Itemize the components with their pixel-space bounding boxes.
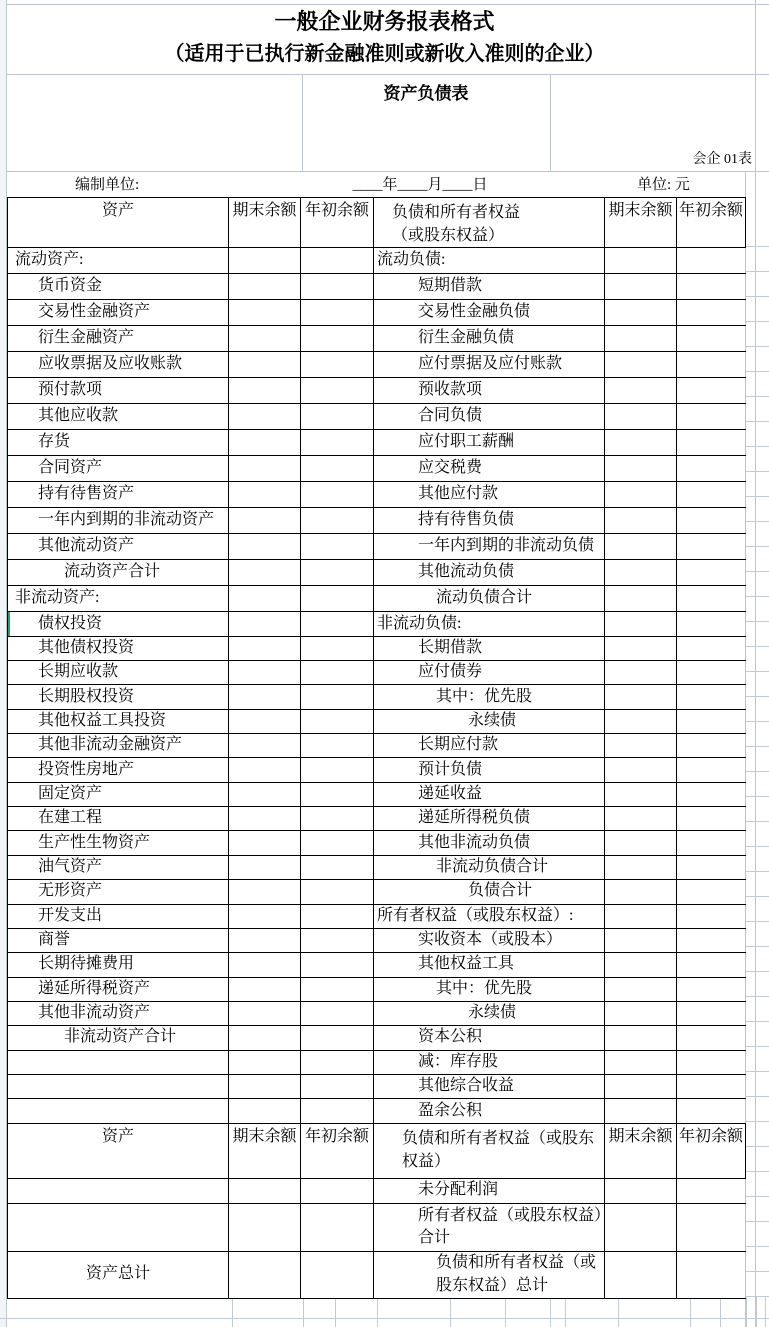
- liability-beginning-cell[interactable]: [677, 782, 746, 806]
- asset-label-cell[interactable]: 存货: [8, 430, 229, 456]
- gridline-vertical-bottom: [303, 1297, 304, 1327]
- gridline-vertical-bottom: [232, 1297, 233, 1327]
- asset-beginning-cell[interactable]: [301, 685, 374, 709]
- liability-ending-cell[interactable]: [605, 1074, 677, 1098]
- liability-ending-cell[interactable]: [605, 482, 677, 508]
- liability-label-cell[interactable]: 未分配利润: [374, 1178, 605, 1203]
- liability-header-line1: 负债和所有者权益: [392, 204, 521, 221]
- liability-label-cell[interactable]: 负债合计: [374, 880, 605, 904]
- asset-label-cell[interactable]: 在建工程: [8, 807, 229, 831]
- gridline-vertical-bottom: [746, 1297, 747, 1327]
- liability-ending-cell[interactable]: [605, 709, 677, 733]
- asset-label-cell[interactable]: 应收票据及应收账款: [8, 352, 229, 378]
- asset-label-cell[interactable]: [8, 1050, 229, 1074]
- liability-label-cell[interactable]: 短期借款: [374, 274, 605, 300]
- liability-label-cell[interactable]: 持有待售负债: [374, 508, 605, 534]
- sheet-title-block[interactable]: [6, 7, 763, 69]
- liability-ending-cell[interactable]: [605, 831, 677, 855]
- liability-ending-cell[interactable]: [605, 928, 677, 952]
- gridline-horizontal-under-title: [6, 74, 769, 75]
- liability-ending-cell[interactable]: [605, 274, 677, 300]
- liability-label-cell[interactable]: 实收资本（或股本）: [374, 928, 605, 952]
- asset-ending-cell[interactable]: [229, 831, 301, 855]
- liability-ending-cell[interactable]: [605, 378, 677, 404]
- liability-label-cell[interactable]: 一年内到期的非流动负债: [374, 534, 605, 560]
- asset-beginning-cell[interactable]: [301, 430, 374, 456]
- liability-ending-cell[interactable]: [605, 326, 677, 352]
- liability-ending-cell[interactable]: [605, 560, 677, 586]
- liability-beginning-cell[interactable]: [677, 831, 746, 855]
- right-gutter-row-gridlines: [746, 222, 769, 1297]
- liability-ending-cell[interactable]: [605, 404, 677, 430]
- asset-ending-cell[interactable]: [229, 1001, 301, 1025]
- liability-beginning-cell[interactable]: [677, 586, 746, 612]
- asset-ending-cell[interactable]: [229, 1203, 301, 1251]
- asset-ending-cell[interactable]: [229, 953, 301, 977]
- gridline-vertical-bottom: [720, 1297, 721, 1327]
- asset-ending-cell[interactable]: [229, 508, 301, 534]
- asset-beginning-cell[interactable]: [301, 534, 374, 560]
- liability-label-cell[interactable]: 交易性金融负债: [374, 300, 605, 326]
- asset-beginning-cell[interactable]: [301, 1099, 374, 1123]
- asset-ending-cell[interactable]: [229, 430, 301, 456]
- liability-beginning-cell[interactable]: [677, 977, 746, 1001]
- liability-label-cell[interactable]: 永续债: [374, 709, 605, 733]
- liability-label-cell[interactable]: 预收款项: [374, 378, 605, 404]
- liability-beginning-cell[interactable]: [677, 612, 746, 636]
- gridline-vertical-bottom: [377, 1297, 378, 1327]
- liability-label-cell[interactable]: 递延收益: [374, 782, 605, 806]
- col-header-liability[interactable]: [374, 198, 605, 248]
- asset-beginning-cell[interactable]: [301, 758, 374, 782]
- asset-label-cell[interactable]: 一年内到期的非流动资产: [8, 508, 229, 534]
- liability-ending-cell[interactable]: [605, 508, 677, 534]
- col-header-beginning-right[interactable]: 年初余额: [677, 1123, 746, 1178]
- liability-beginning-cell[interactable]: [677, 508, 746, 534]
- liability-beginning-cell[interactable]: [677, 300, 746, 326]
- liability-ending-cell[interactable]: [605, 904, 677, 928]
- liability-ending-cell[interactable]: [605, 855, 677, 879]
- asset-label-cell[interactable]: 货币资金: [8, 274, 229, 300]
- liability-label-cell[interactable]: 流动负债:: [374, 248, 605, 274]
- form-code[interactable]: 会企 01表: [692, 152, 752, 167]
- liability-label-cell[interactable]: 其他综合收益: [374, 1074, 605, 1098]
- liability-beginning-cell[interactable]: [677, 274, 746, 300]
- asset-beginning-cell[interactable]: [301, 560, 374, 586]
- asset-label-cell[interactable]: 债权投资: [8, 612, 229, 636]
- liability-ending-cell[interactable]: [605, 977, 677, 1001]
- asset-ending-cell[interactable]: [229, 300, 301, 326]
- liability-ending-cell[interactable]: [605, 430, 677, 456]
- liability-label-cell[interactable]: 其他流动负债: [374, 560, 605, 586]
- asset-beginning-cell[interactable]: [301, 1203, 374, 1251]
- liability-label-cell[interactable]: 流动负债合计: [374, 586, 605, 612]
- liability-label-cell[interactable]: 非流动负债合计: [374, 855, 605, 879]
- liability-beginning-cell[interactable]: [677, 560, 746, 586]
- liability-label-cell[interactable]: 长期应付款: [374, 734, 605, 758]
- liability-ending-cell[interactable]: [605, 456, 677, 482]
- asset-beginning-cell[interactable]: [301, 352, 374, 378]
- prepared-by-label[interactable]: 编制单位:: [75, 177, 140, 193]
- liability-ending-cell[interactable]: [605, 734, 677, 758]
- asset-beginning-cell[interactable]: [301, 709, 374, 733]
- liability-ending-cell[interactable]: [605, 782, 677, 806]
- liability-ending-cell[interactable]: [605, 758, 677, 782]
- asset-label-cell[interactable]: 交易性金融资产: [8, 300, 229, 326]
- asset-label-cell[interactable]: 预付款项: [8, 378, 229, 404]
- asset-label-cell[interactable]: 合同资产: [8, 456, 229, 482]
- gridline-vertical-bottom: [618, 1297, 619, 1327]
- active-cell-marker: [8, 612, 11, 636]
- asset-beginning-cell[interactable]: [301, 734, 374, 758]
- asset-beginning-cell[interactable]: [301, 482, 374, 508]
- liability-label-cell[interactable]: 应交税费: [374, 456, 605, 482]
- asset-ending-cell[interactable]: [229, 1251, 301, 1298]
- asset-beginning-cell[interactable]: [301, 953, 374, 977]
- liability-label-cell[interactable]: 应付债券: [374, 661, 605, 685]
- page-title: 一般企业财务报表格式: [274, 9, 495, 34]
- gridline-vertical-bottom: [550, 1297, 551, 1327]
- asset-label-cell[interactable]: [8, 1178, 229, 1203]
- asset-ending-cell[interactable]: [229, 928, 301, 952]
- asset-beginning-cell[interactable]: [301, 300, 374, 326]
- liability-ending-cell[interactable]: [605, 807, 677, 831]
- asset-ending-cell[interactable]: [229, 782, 301, 806]
- gridline-vertical-bottom: [335, 1297, 336, 1327]
- asset-label-cell[interactable]: [8, 1203, 229, 1251]
- asset-ending-cell[interactable]: [229, 326, 301, 352]
- liability-label-cell[interactable]: 预计负债: [374, 758, 605, 782]
- liability-beginning-cell[interactable]: [677, 430, 746, 456]
- asset-ending-cell[interactable]: [229, 855, 301, 879]
- page-subtitle: （适用于已执行新金融准则或新收入准则的企业）: [164, 43, 605, 65]
- liability-ending-cell[interactable]: [605, 636, 677, 660]
- liability-beginning-cell[interactable]: [677, 1074, 746, 1098]
- liability-ending-cell[interactable]: [605, 661, 677, 685]
- gridline-horizontal-bottom: [0, 1318, 769, 1319]
- liability-beginning-cell[interactable]: [677, 1178, 746, 1203]
- liability-ending-cell[interactable]: [605, 1001, 677, 1025]
- asset-ending-cell[interactable]: [229, 482, 301, 508]
- asset-label-cell[interactable]: 资产总计: [8, 1251, 229, 1298]
- liability-header-line2: （或股东权益）: [392, 227, 505, 245]
- liability-beginning-cell[interactable]: [677, 855, 746, 879]
- asset-ending-cell[interactable]: [229, 404, 301, 430]
- liability-ending-cell[interactable]: [605, 1099, 677, 1123]
- asset-label-cell[interactable]: 开发支出: [8, 904, 229, 928]
- col-header-ending-left[interactable]: 期末余额: [229, 1123, 301, 1178]
- liability-label-cell[interactable]: 衍生金融负债: [374, 326, 605, 352]
- asset-label-cell[interactable]: 其他应收款: [8, 404, 229, 430]
- asset-label-cell[interactable]: 长期应收款: [8, 661, 229, 685]
- gridline-horizontal-top: [6, 4, 769, 5]
- asset-ending-cell[interactable]: [229, 1026, 301, 1050]
- asset-label-cell[interactable]: 生产性生物资产: [8, 831, 229, 855]
- gridline-vertical-bottom: [690, 1297, 691, 1327]
- asset-label-cell[interactable]: 其他非流动资产: [8, 1001, 229, 1025]
- asset-ending-cell[interactable]: [229, 352, 301, 378]
- asset-ending-cell[interactable]: [229, 1050, 301, 1074]
- asset-label-cell[interactable]: 流动资产:: [8, 248, 229, 274]
- liability-label-cell[interactable]: 其他应付款: [374, 482, 605, 508]
- liability-beginning-cell[interactable]: [677, 880, 746, 904]
- liability-beginning-cell[interactable]: [677, 1050, 746, 1074]
- asset-beginning-cell[interactable]: [301, 404, 374, 430]
- liability-beginning-cell[interactable]: [677, 1203, 746, 1251]
- col-header-asset[interactable]: 资产: [8, 198, 229, 248]
- asset-ending-cell[interactable]: [229, 709, 301, 733]
- liability-label-cell[interactable]: 其中：优先股: [374, 685, 605, 709]
- asset-label-cell[interactable]: 其他债权投资: [8, 636, 229, 660]
- liability-label-cell[interactable]: 永续债: [374, 1001, 605, 1025]
- liability-label-cell[interactable]: 非流动负债:: [374, 612, 605, 636]
- asset-label-cell[interactable]: 投资性房地产: [8, 758, 229, 782]
- gridline-vertical-bottom: [756, 1297, 757, 1327]
- asset-label-cell[interactable]: 非流动资产合计: [8, 1026, 229, 1050]
- liability-ending-cell[interactable]: [605, 586, 677, 612]
- asset-label-cell[interactable]: 商誉: [8, 928, 229, 952]
- liability-label-cell[interactable]: 应付票据及应付账款: [374, 352, 605, 378]
- col-header-liability[interactable]: 负债和所有者权益（或股东权益）: [374, 1123, 605, 1178]
- liability-beginning-cell[interactable]: [677, 1001, 746, 1025]
- asset-ending-cell[interactable]: [229, 1099, 301, 1123]
- col-header-ending-right[interactable]: 期末余额: [605, 198, 677, 248]
- asset-label-cell[interactable]: 其他非流动金融资产: [8, 734, 229, 758]
- asset-ending-cell[interactable]: [229, 248, 301, 274]
- asset-beginning-cell[interactable]: [301, 831, 374, 855]
- liability-ending-cell[interactable]: [605, 1203, 677, 1251]
- unit-label[interactable]: 单位: 元: [637, 177, 690, 193]
- gridline-vertical-bottom: [765, 1297, 766, 1327]
- asset-beginning-cell[interactable]: [301, 928, 374, 952]
- gridline-vertical-bottom: [565, 1297, 566, 1327]
- asset-label-cell[interactable]: 递延所得税资产: [8, 977, 229, 1001]
- asset-beginning-cell[interactable]: [301, 1074, 374, 1098]
- liability-beginning-cell[interactable]: [677, 1026, 746, 1050]
- liability-ending-cell[interactable]: [605, 1178, 677, 1203]
- asset-label-cell[interactable]: 长期股权投资: [8, 685, 229, 709]
- liability-beginning-cell[interactable]: [677, 709, 746, 733]
- asset-beginning-cell[interactable]: [301, 326, 374, 352]
- asset-beginning-cell[interactable]: [301, 508, 374, 534]
- report-title[interactable]: 资产负债表: [383, 84, 469, 103]
- liability-beginning-cell[interactable]: [677, 404, 746, 430]
- liability-beginning-cell[interactable]: [677, 1251, 746, 1298]
- asset-label-cell[interactable]: 衍生金融资产: [8, 326, 229, 352]
- asset-beginning-cell[interactable]: [301, 1050, 374, 1074]
- liability-label-cell[interactable]: 减：库存股: [374, 1050, 605, 1074]
- asset-ending-cell[interactable]: [229, 636, 301, 660]
- gridline-horizontal-under-subhead: [6, 171, 769, 172]
- asset-beginning-cell[interactable]: [301, 586, 374, 612]
- asset-beginning-cell[interactable]: [301, 782, 374, 806]
- asset-beginning-cell[interactable]: [301, 807, 374, 831]
- col-header-beginning-right[interactable]: 年初余额: [677, 198, 746, 248]
- asset-label-cell[interactable]: 无形资产: [8, 880, 229, 904]
- asset-beginning-cell[interactable]: [301, 612, 374, 636]
- asset-ending-cell[interactable]: [229, 758, 301, 782]
- asset-label-cell[interactable]: 其他权益工具投资: [8, 709, 229, 733]
- asset-ending-cell[interactable]: [229, 274, 301, 300]
- liability-beginning-cell[interactable]: [677, 352, 746, 378]
- liability-beginning-cell[interactable]: [677, 928, 746, 952]
- liability-beginning-cell[interactable]: [677, 248, 746, 274]
- liability-label-cell[interactable]: 应付职工薪酬: [374, 430, 605, 456]
- asset-ending-cell[interactable]: [229, 685, 301, 709]
- asset-label-cell[interactable]: 流动资产合计: [8, 560, 229, 586]
- liability-ending-cell[interactable]: [605, 248, 677, 274]
- col-header-beginning-left[interactable]: 年初余额: [301, 198, 374, 248]
- liability-beginning-cell[interactable]: [677, 378, 746, 404]
- asset-label-cell[interactable]: 其他流动资产: [8, 534, 229, 560]
- date-blank-line[interactable]: ____年____月____日: [352, 177, 488, 193]
- asset-ending-cell[interactable]: [229, 586, 301, 612]
- asset-beginning-cell[interactable]: [301, 855, 374, 879]
- asset-ending-cell[interactable]: [229, 734, 301, 758]
- liability-label-cell[interactable]: 所有者权益（或股东权益）合计: [374, 1203, 605, 1251]
- col-header-beginning-left[interactable]: 年初余额: [301, 1123, 374, 1178]
- asset-beginning-cell[interactable]: [301, 636, 374, 660]
- liability-beginning-cell[interactable]: [677, 456, 746, 482]
- asset-ending-cell[interactable]: [229, 1074, 301, 1098]
- liability-label-cell[interactable]: 合同负债: [374, 404, 605, 430]
- col-header-ending-right[interactable]: 期末余额: [605, 1123, 677, 1178]
- asset-beginning-cell[interactable]: [301, 248, 374, 274]
- liability-label-cell[interactable]: 所有者权益（或股东权益）:: [374, 904, 605, 928]
- liability-beginning-cell[interactable]: [677, 482, 746, 508]
- liability-ending-cell[interactable]: [605, 612, 677, 636]
- liability-label-cell[interactable]: 长期借款: [374, 636, 605, 660]
- liability-beginning-cell[interactable]: [677, 807, 746, 831]
- liability-beginning-cell[interactable]: [677, 758, 746, 782]
- liability-beginning-cell[interactable]: [677, 1099, 746, 1123]
- asset-label-cell[interactable]: 非流动资产:: [8, 586, 229, 612]
- liability-label-cell[interactable]: 递延所得税负债: [374, 807, 605, 831]
- asset-label-cell[interactable]: 长期待摊费用: [8, 953, 229, 977]
- liability-label-cell[interactable]: 负债和所有者权益（或股东权益）总计: [374, 1251, 605, 1298]
- asset-beginning-cell[interactable]: [301, 661, 374, 685]
- liability-beginning-cell[interactable]: [677, 953, 746, 977]
- liability-beginning-cell[interactable]: [677, 326, 746, 352]
- liability-label-cell[interactable]: 其他权益工具: [374, 953, 605, 977]
- asset-beginning-cell[interactable]: [301, 456, 374, 482]
- asset-beginning-cell[interactable]: [301, 1026, 374, 1050]
- liability-ending-cell[interactable]: [605, 953, 677, 977]
- liability-ending-cell[interactable]: [605, 300, 677, 326]
- asset-label-cell[interactable]: [8, 1099, 229, 1123]
- asset-label-cell[interactable]: [8, 1074, 229, 1098]
- liability-label-cell[interactable]: 资本公积: [374, 1026, 605, 1050]
- asset-ending-cell[interactable]: [229, 534, 301, 560]
- asset-beginning-cell[interactable]: [301, 378, 374, 404]
- asset-label-cell[interactable]: 油气资产: [8, 855, 229, 879]
- liability-beginning-cell[interactable]: [677, 661, 746, 685]
- liability-ending-cell[interactable]: [605, 1026, 677, 1050]
- liability-ending-cell[interactable]: [605, 1251, 677, 1298]
- liability-label-cell[interactable]: 其他非流动负债: [374, 831, 605, 855]
- asset-ending-cell[interactable]: [229, 612, 301, 636]
- asset-ending-cell[interactable]: [229, 1178, 301, 1203]
- asset-beginning-cell[interactable]: [301, 977, 374, 1001]
- liability-ending-cell[interactable]: [605, 880, 677, 904]
- asset-ending-cell[interactable]: [229, 378, 301, 404]
- asset-label-cell[interactable]: 固定资产: [8, 782, 229, 806]
- col-header-asset[interactable]: 资产: [8, 1123, 229, 1178]
- asset-beginning-cell[interactable]: [301, 274, 374, 300]
- liability-beginning-cell[interactable]: [677, 636, 746, 660]
- liability-beginning-cell[interactable]: [677, 904, 746, 928]
- liability-label-cell[interactable]: 盈余公积: [374, 1099, 605, 1123]
- asset-beginning-cell[interactable]: [301, 1251, 374, 1298]
- liability-ending-cell[interactable]: [605, 534, 677, 560]
- asset-ending-cell[interactable]: [229, 904, 301, 928]
- asset-beginning-cell[interactable]: [301, 904, 374, 928]
- gridline-vertical-reporttitle-right: [550, 74, 551, 171]
- col-header-ending-left[interactable]: 期末余额: [229, 198, 301, 248]
- gridline-vertical-bottom: [505, 1297, 506, 1327]
- liability-ending-cell[interactable]: [605, 685, 677, 709]
- asset-beginning-cell[interactable]: [301, 880, 374, 904]
- liability-ending-cell[interactable]: [605, 1050, 677, 1074]
- asset-ending-cell[interactable]: [229, 661, 301, 685]
- gridline-vertical-bottom: [450, 1297, 451, 1327]
- asset-ending-cell[interactable]: [229, 880, 301, 904]
- asset-label-cell[interactable]: 持有待售资产: [8, 482, 229, 508]
- liability-beginning-cell[interactable]: [677, 734, 746, 758]
- balance-sheet-table: [7, 197, 746, 1299]
- asset-beginning-cell[interactable]: [301, 1178, 374, 1203]
- liability-beginning-cell[interactable]: [677, 685, 746, 709]
- asset-ending-cell[interactable]: [229, 456, 301, 482]
- asset-ending-cell[interactable]: [229, 977, 301, 1001]
- asset-ending-cell[interactable]: [229, 807, 301, 831]
- liability-label-cell[interactable]: 其中：优先股: [374, 977, 605, 1001]
- asset-ending-cell[interactable]: [229, 560, 301, 586]
- asset-beginning-cell[interactable]: [301, 1001, 374, 1025]
- liability-ending-cell[interactable]: [605, 352, 677, 378]
- liability-beginning-cell[interactable]: [677, 534, 746, 560]
